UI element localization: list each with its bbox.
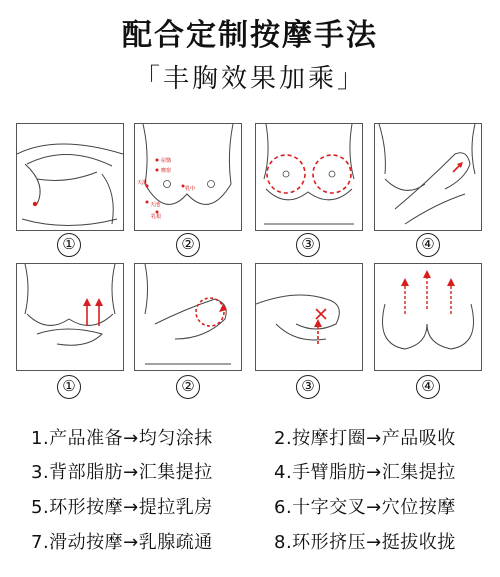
step-item: 7.滑动按摩→乳腺疏通	[31, 532, 213, 553]
step-number: ①	[57, 233, 81, 257]
step-number: ①	[57, 375, 81, 399]
illustration-row1-step3	[255, 123, 363, 231]
step-item: 5.环形按摩→提拉乳房	[31, 497, 213, 518]
step-item: 3.背部脂肪→汇集提拉	[31, 462, 213, 483]
step-number: ②	[176, 375, 200, 399]
step-item: 8.环形挤压→挺拔收拢	[274, 532, 456, 553]
step-number: ③	[296, 233, 320, 257]
step-item: 4.手臂脂肪→汇集提拉	[274, 462, 456, 483]
illustration-row2-step3	[255, 263, 363, 371]
acupoint-label: 乳根	[151, 214, 162, 220]
step-number: ④	[416, 375, 440, 399]
illustration-row1-step1	[16, 123, 124, 231]
page-title: 配合定制按摩手法	[122, 18, 378, 53]
illustration-row2-step2	[134, 263, 242, 371]
illustration-row2-step1	[16, 263, 124, 371]
step-item: 6.十字交叉→穴位按摩	[274, 497, 456, 518]
step-item: 1.产品准备→均匀涂抹	[31, 428, 213, 449]
illustration-row2-step4	[374, 263, 482, 371]
acupoint-label: 天池	[150, 202, 161, 208]
illustration-row1-step4	[374, 123, 482, 231]
step-number: ②	[176, 233, 200, 257]
page-subtitle: 「丰胸效果加乘」	[133, 64, 366, 94]
acupoint-label: 天溪	[137, 180, 148, 186]
step-number: ③	[296, 375, 320, 399]
acupoint-label: 屋翳	[161, 158, 172, 164]
illustration-row1-step2	[134, 123, 242, 231]
step-item: 2.按摩打圈→产品吸收	[274, 428, 456, 449]
acupoint-label: 乳中	[185, 186, 196, 192]
acupoint-label: 膺窗	[161, 168, 172, 174]
step-number: ④	[416, 233, 440, 257]
